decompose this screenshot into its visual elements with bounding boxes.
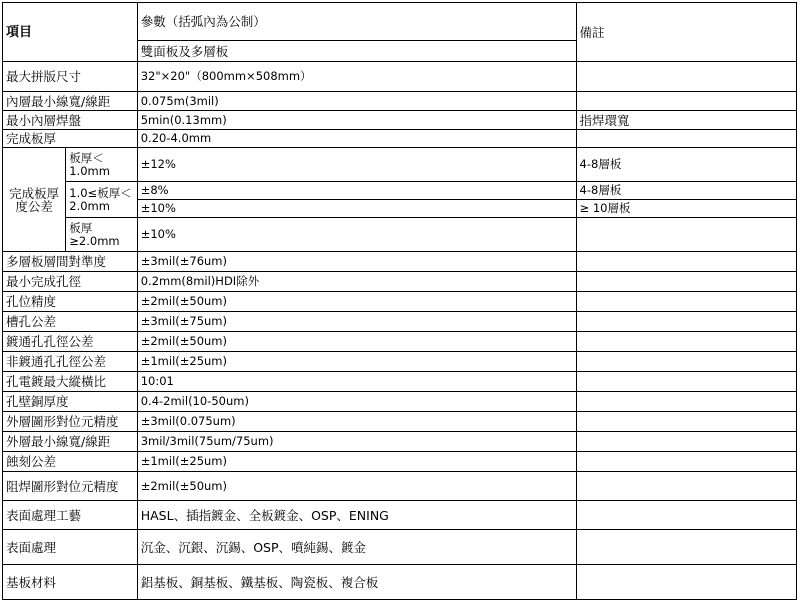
table-row [3,130,797,148]
row-note [576,412,796,432]
tolerance-range: 板厚＜1.0mm [66,148,137,182]
row-label: 外層圖形對位元精度 [3,412,138,432]
table-row [3,332,797,352]
row-label: 表面處理工藝 [3,501,138,530]
row-value: ±2mil(±50um) [137,332,576,352]
header-note: 備註 [576,3,796,62]
row-label: 鍍通孔孔徑公差 [3,332,138,352]
row-note [576,472,796,501]
row-value: 0.4-2mil(10-50um) [137,392,576,412]
table-row [3,565,797,600]
row-label: 非鍍通孔孔徑公差 [3,352,138,372]
row-value: 0.20-4.0mm [137,130,576,148]
row-label: 多層板層間對準度 [3,252,138,272]
row-note [576,352,796,372]
tolerance-range: 板厚≥2.0mm [66,218,137,252]
row-label: 表面處理 [3,530,138,565]
row-value: HASL、插指鍍金、全板鍍金、OSP、ENING [137,501,576,530]
row-value: ±10% [137,200,576,218]
table-row [3,182,797,200]
table-row [3,352,797,372]
header-row [3,3,797,41]
row-note: 4-8層板 [576,182,796,200]
header-item: 項目 [3,3,138,62]
row-label: 蝕刻公差 [3,452,138,472]
row-value: ±2mil(±50um) [137,292,576,312]
row-label: 孔電鍍最大縱橫比 [3,372,138,392]
table-row [3,111,797,130]
row-note [576,130,796,148]
row-label: 完成板厚 [3,130,138,148]
table-row [3,92,797,111]
row-value: ±12% [137,148,576,182]
table-row [3,272,797,292]
row-label: 內層最小線寬/線距 [3,92,138,111]
row-value: 3mil/3mil(75um/75um) [137,432,576,452]
row-value: ±2mil(±50um) [137,472,576,501]
row-note [576,501,796,530]
table-row [3,432,797,452]
subheader: 雙面板及多層板 [137,41,576,62]
row-note: ≥ 10層板 [576,200,796,218]
table-row [3,292,797,312]
tolerance-label: 完成板厚度公差 [3,148,66,252]
spec-table [2,2,797,600]
row-label: 最大拼版尺寸 [3,62,138,92]
row-note [576,432,796,452]
row-value: 10:01 [137,372,576,392]
tolerance-range: 1.0≤板厚＜2.0mm [66,182,137,218]
row-note [576,332,796,352]
table-row [3,312,797,332]
table-row [3,472,797,501]
row-value: ±1mil(±25um) [137,452,576,472]
header-param: 參數（括弧內為公制） [137,3,576,41]
row-note [576,530,796,565]
row-note [576,292,796,312]
row-label: 孔壁銅厚度 [3,392,138,412]
table-row [3,62,797,92]
table-row [3,452,797,472]
row-note [576,452,796,472]
row-note [576,312,796,332]
row-label: 孔位精度 [3,292,138,312]
row-value: ±3mil(0.075um) [137,412,576,432]
row-note [576,252,796,272]
row-label: 最小內層焊盤 [3,111,138,130]
row-label: 最小完成孔徑 [3,272,138,292]
table-row [3,148,797,182]
table-row [3,501,797,530]
row-value: ±8% [137,182,576,200]
table-row [3,252,797,272]
row-value: ±1mil(±25um) [137,352,576,372]
row-value: 鋁基板、銅基板、鐵基板、陶瓷板、複合板 [137,565,576,600]
table-row [3,412,797,432]
row-value: ±10% [137,218,576,252]
row-note [576,392,796,412]
row-note [576,218,796,252]
row-value: 32"×20"（800mm×508mm） [137,62,576,92]
row-note [576,372,796,392]
row-value: ±3mil(±76um) [137,252,576,272]
row-label: 外層最小線寬/線距 [3,432,138,452]
row-value: 0.2mm(8mil)HDI除外 [137,272,576,292]
row-value: 5min(0.13mm) [137,111,576,130]
row-value: 沉金、沉銀、沉錫、OSP、噴純錫、鍍金 [137,530,576,565]
row-label: 阻焊圖形對位元精度 [3,472,138,501]
row-note [576,92,796,111]
row-note [576,62,796,92]
row-label: 槽孔公差 [3,312,138,332]
row-label: 基板材料 [3,565,138,600]
table-row [3,372,797,392]
table-row [3,530,797,565]
row-note [576,272,796,292]
row-value: ±3mil(±75um) [137,312,576,332]
row-note: 指焊環寬 [576,111,796,130]
row-note [576,565,796,600]
table-row [3,392,797,412]
row-value: 0.075m(3mil) [137,92,576,111]
table-row [3,218,797,252]
row-note: 4-8層板 [576,148,796,182]
